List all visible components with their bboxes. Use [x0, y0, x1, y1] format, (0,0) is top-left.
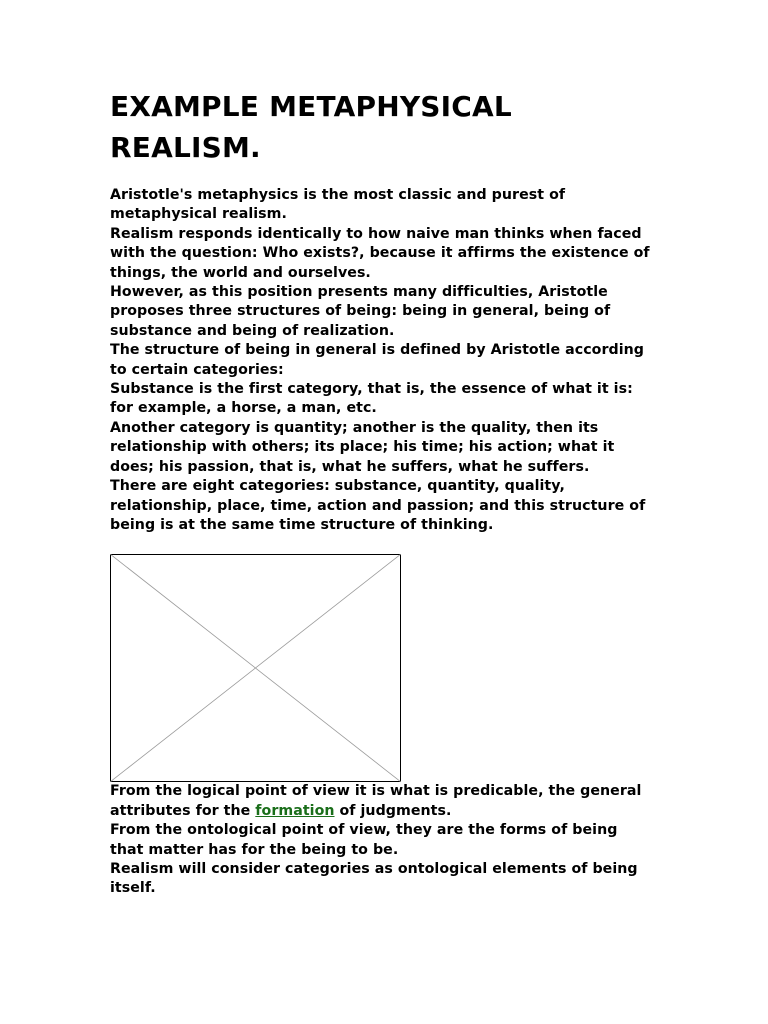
body-section-bottom: [110, 782, 655, 898]
document-title: EXAMPLE METAPHYSICAL REALISM.: [110, 90, 512, 164]
logical-text-after: of judgments.: [334, 802, 452, 819]
paragraph-eight-categories: There are eight categories: substance, quantity, quality, relationship, place, time, action and passion; and this structure of being is at the same time structure of thinking.: [110, 478, 646, 533]
paragraph-realism-categories: Realism will consider categories as ontological elements of being itself.: [110, 860, 638, 897]
paragraph-logical-view: [110, 782, 655, 821]
image-placeholder: [110, 554, 401, 782]
paragraph-three-structures: However, as this position presents many difficulties, Aristotle proposes three structures of being: being in general, being of substance and being of realization.: [110, 284, 611, 339]
paragraph-realism-response: Realism responds identically to how naive man thinks when faced with the question: Who exists?, because it affirms the existence of things, the world and ourselves.: [110, 225, 650, 281]
formation-link[interactable]: formation: [255, 802, 335, 819]
paragraph-structure-general: The structure of being in general is defined by Aristotle according to certain categories:: [110, 342, 644, 378]
paragraph-ontological-view: From the ontological point of view, they are the forms of being that matter has for the being to be.: [110, 822, 618, 858]
paragraph-aristotle-intro: Aristotle's metaphysics is the most classic and purest of metaphysical realism.: [110, 187, 566, 223]
body-section-top: [110, 186, 655, 535]
logical-text-before: From the logical point of view it is what is predicable, the general attributes for the: [110, 783, 642, 819]
paragraph-substance-category: Substance is the first category, that is, the essence of what it is: for example, a horse, a man, etc.: [110, 381, 633, 417]
document-content: [110, 86, 655, 899]
paragraph-other-categories: Another category is quantity; another is the quality, then its relationship with others; its place; his time; his action; what it does; his passion, that is, what he suffers, what he suffers.: [110, 419, 615, 475]
